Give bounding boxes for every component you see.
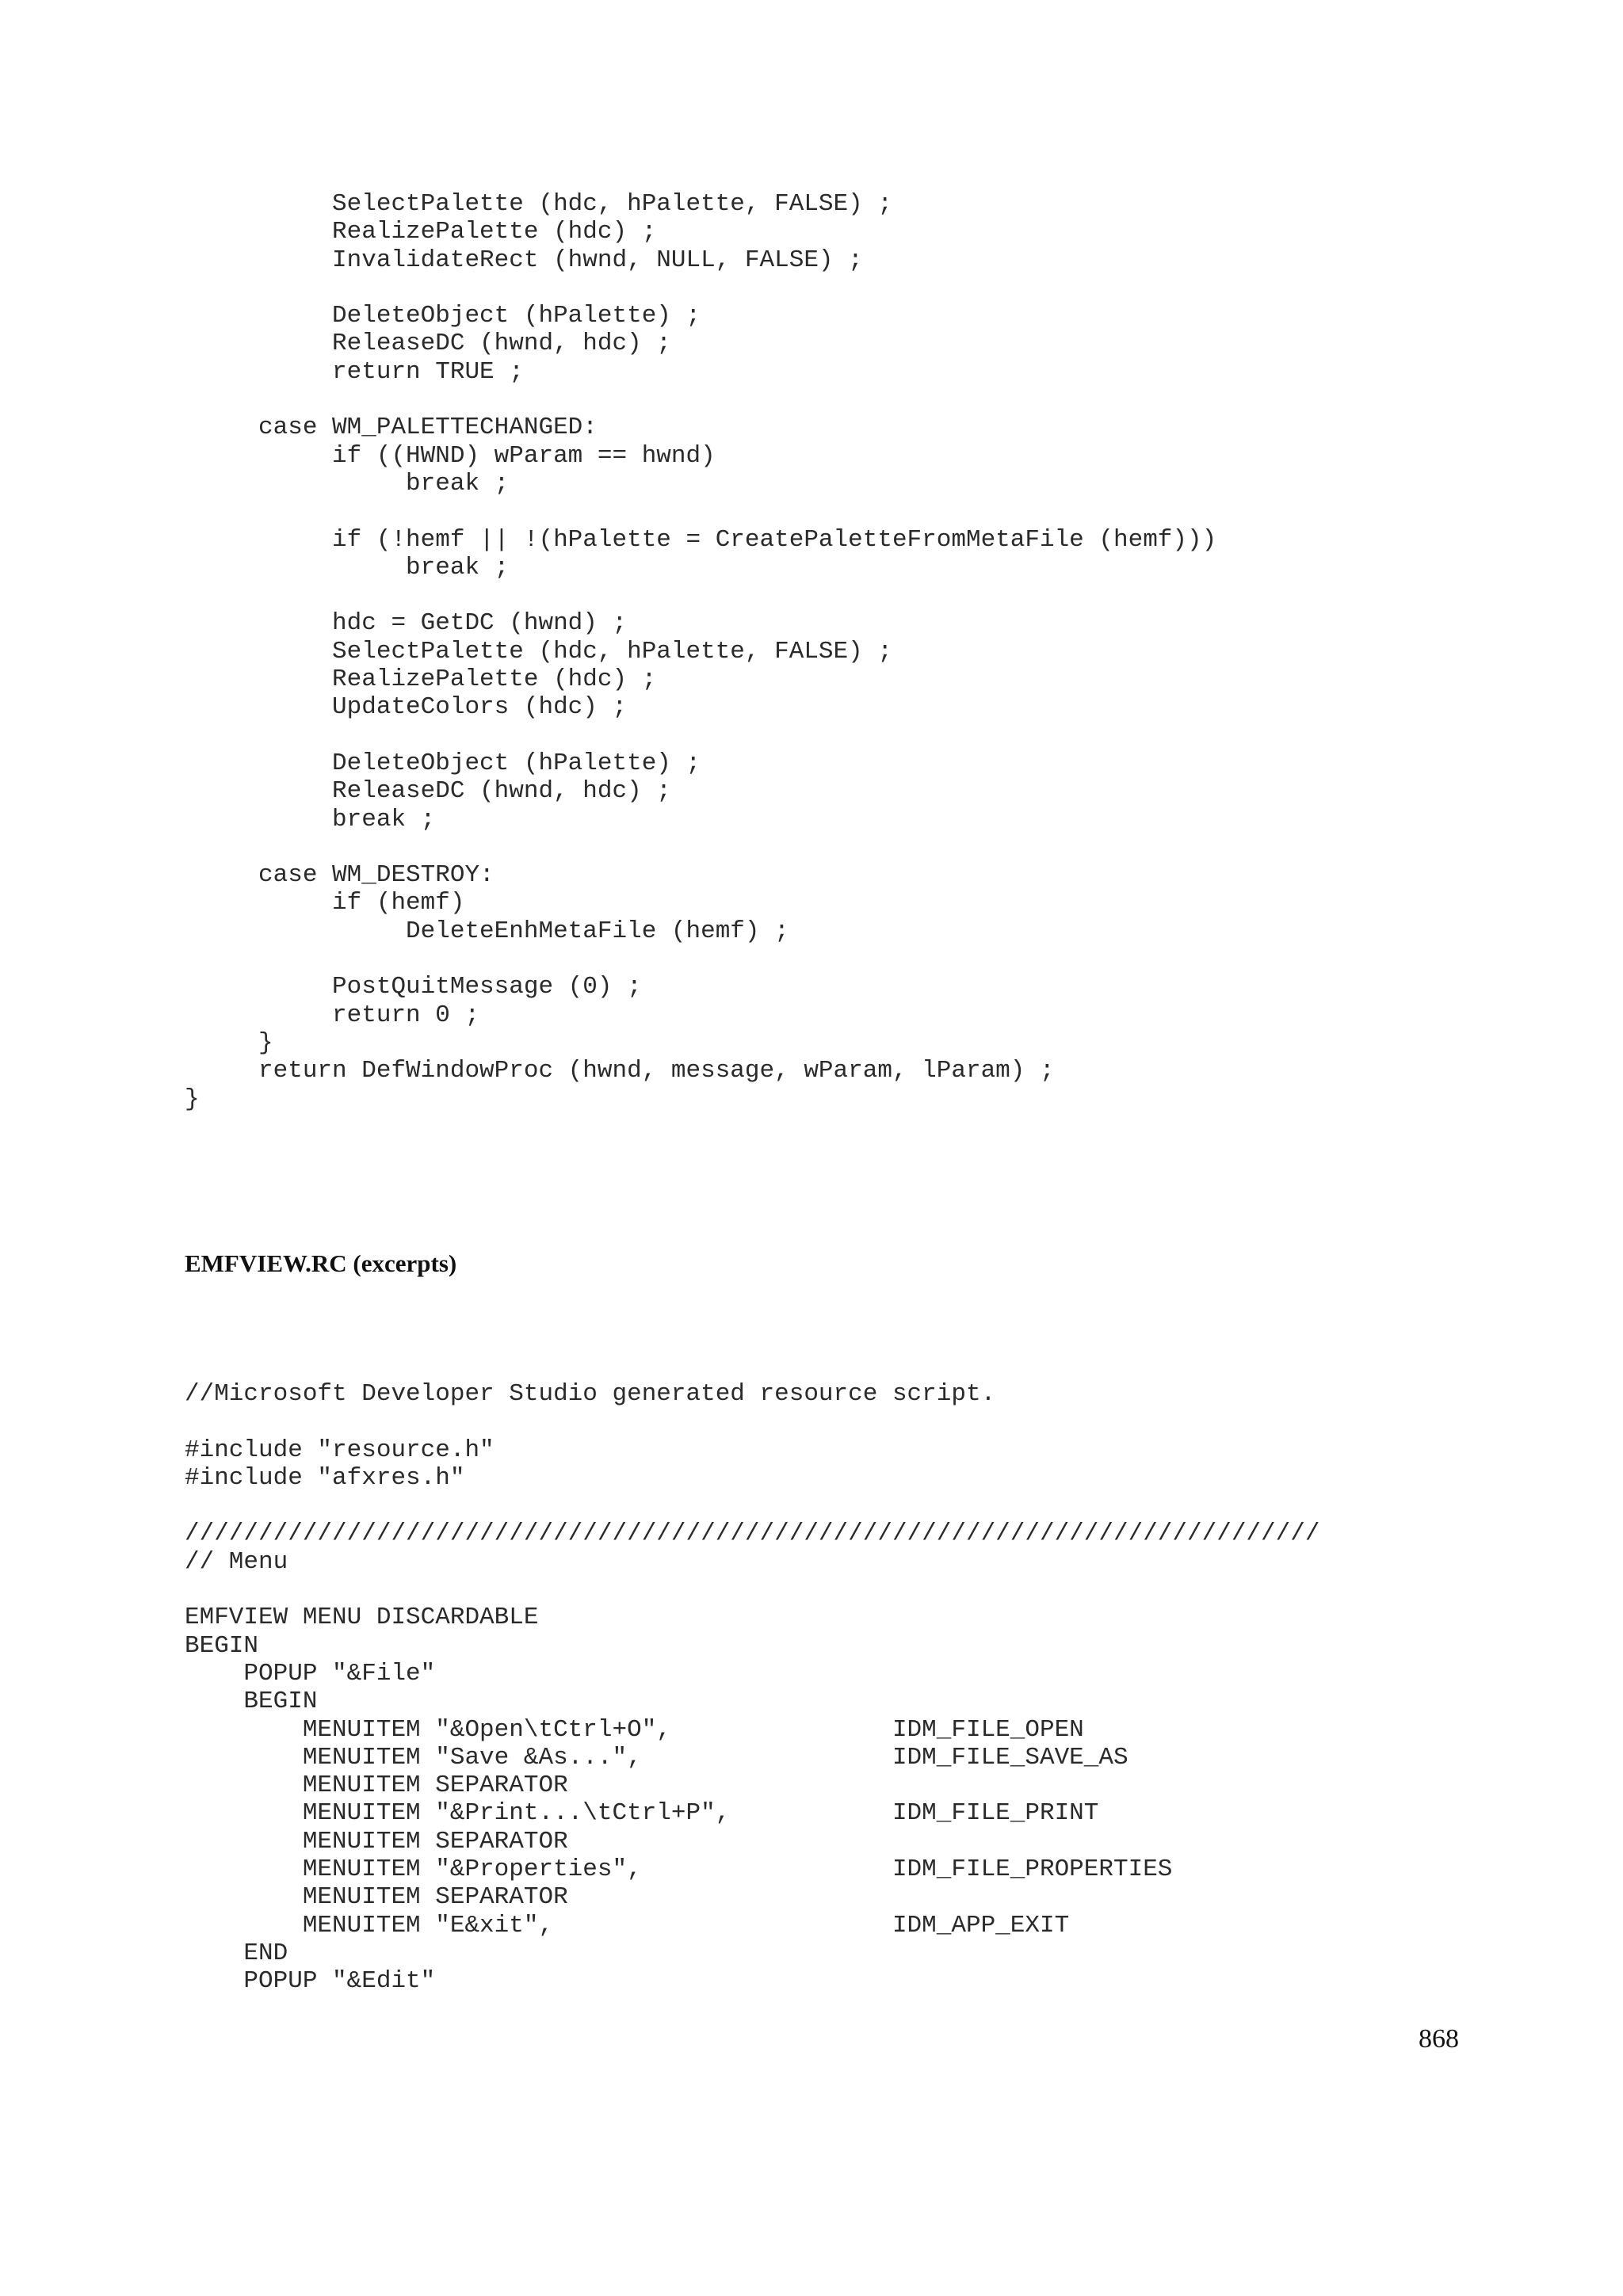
- code-line: /////////////////////////////////////////////////////////////////////////////: [185, 1520, 1320, 1548]
- code-line: END: [185, 1939, 288, 1967]
- code-line: MENUITEM SEPARATOR: [185, 1883, 568, 1912]
- code-line: break ;: [185, 805, 436, 833]
- code-line: if (!hemf || !(hPalette = CreatePaletteFromMetaFile (hemf))): [185, 525, 1217, 554]
- code-line: MENUITEM SEPARATOR: [185, 1827, 568, 1855]
- code-line: MENUITEM "&Properties", IDM_FILE_PROPERTIES: [185, 1855, 1173, 1884]
- code-line: UpdateColors (hdc) ;: [185, 693, 628, 722]
- page-number: 868: [1419, 2024, 1459, 2054]
- section-heading: EMFVIEW.RC (excerpts): [185, 1249, 457, 1277]
- code-line: case WM_PALETTECHANGED:: [185, 414, 598, 442]
- code-line: ReleaseDC (hwnd, hdc) ;: [185, 777, 671, 806]
- code-block-resource-script: [185, 1380, 1319, 1996]
- code-line: DeleteObject (hPalette) ;: [185, 302, 701, 330]
- code-line: SelectPalette (hdc, hPalette, FALSE) ;: [185, 637, 892, 666]
- code-line: PostQuitMessage (0) ;: [185, 973, 642, 1001]
- code-line: #include "resource.h": [185, 1436, 495, 1464]
- code-line: case WM_DESTROY:: [185, 861, 495, 890]
- code-line: BEGIN: [185, 1688, 318, 1716]
- code-line: RealizePalette (hdc) ;: [185, 218, 657, 246]
- code-line: }: [185, 1085, 200, 1113]
- code-line: InvalidateRect (hwnd, NULL, FALSE) ;: [185, 246, 863, 274]
- code-line: return 0 ;: [185, 1001, 480, 1029]
- code-line: MENUITEM "E&xit", IDM_APP_EXIT: [185, 1911, 1070, 1939]
- code-line: return TRUE ;: [185, 357, 524, 386]
- code-line: DeleteEnhMetaFile (hemf) ;: [185, 917, 789, 945]
- code-line: ReleaseDC (hwnd, hdc) ;: [185, 330, 671, 358]
- code-line: break ;: [185, 553, 510, 582]
- code-line: EMFVIEW MENU DISCARDABLE: [185, 1604, 539, 1632]
- code-block-window-proc: [185, 190, 1216, 1113]
- code-line: MENUITEM SEPARATOR: [185, 1772, 568, 1800]
- code-line: MENUITEM "&Open\tCtrl+O", IDM_FILE_OPEN: [185, 1715, 1084, 1744]
- code-line: SelectPalette (hdc, hPalette, FALSE) ;: [185, 190, 892, 218]
- code-line: break ;: [185, 469, 510, 498]
- code-line: hdc = GetDC (hwnd) ;: [185, 609, 628, 638]
- code-line: if (hemf): [185, 889, 465, 917]
- code-line: }: [185, 1028, 273, 1057]
- code-line: RealizePalette (hdc) ;: [185, 666, 657, 694]
- code-line: POPUP "&File": [185, 1659, 436, 1688]
- code-line: return DefWindowProc (hwnd, message, wParam, lParam) ;: [185, 1057, 1055, 1085]
- code-line: //Microsoft Developer Studio generated resource script.: [185, 1380, 996, 1408]
- code-line: DeleteObject (hPalette) ;: [185, 749, 701, 777]
- code-line: POPUP "&Edit": [185, 1967, 436, 1996]
- code-line: #include "afxres.h": [185, 1463, 465, 1492]
- code-line: MENUITEM "Save &As...", IDM_FILE_SAVE_AS: [185, 1743, 1128, 1772]
- code-line: if ((HWND) wParam == hwnd): [185, 441, 716, 470]
- code-line: BEGIN: [185, 1631, 259, 1660]
- code-line: MENUITEM "&Print...\tCtrl+P", IDM_FILE_PRINT: [185, 1799, 1099, 1828]
- code-line: // Menu: [185, 1547, 288, 1576]
